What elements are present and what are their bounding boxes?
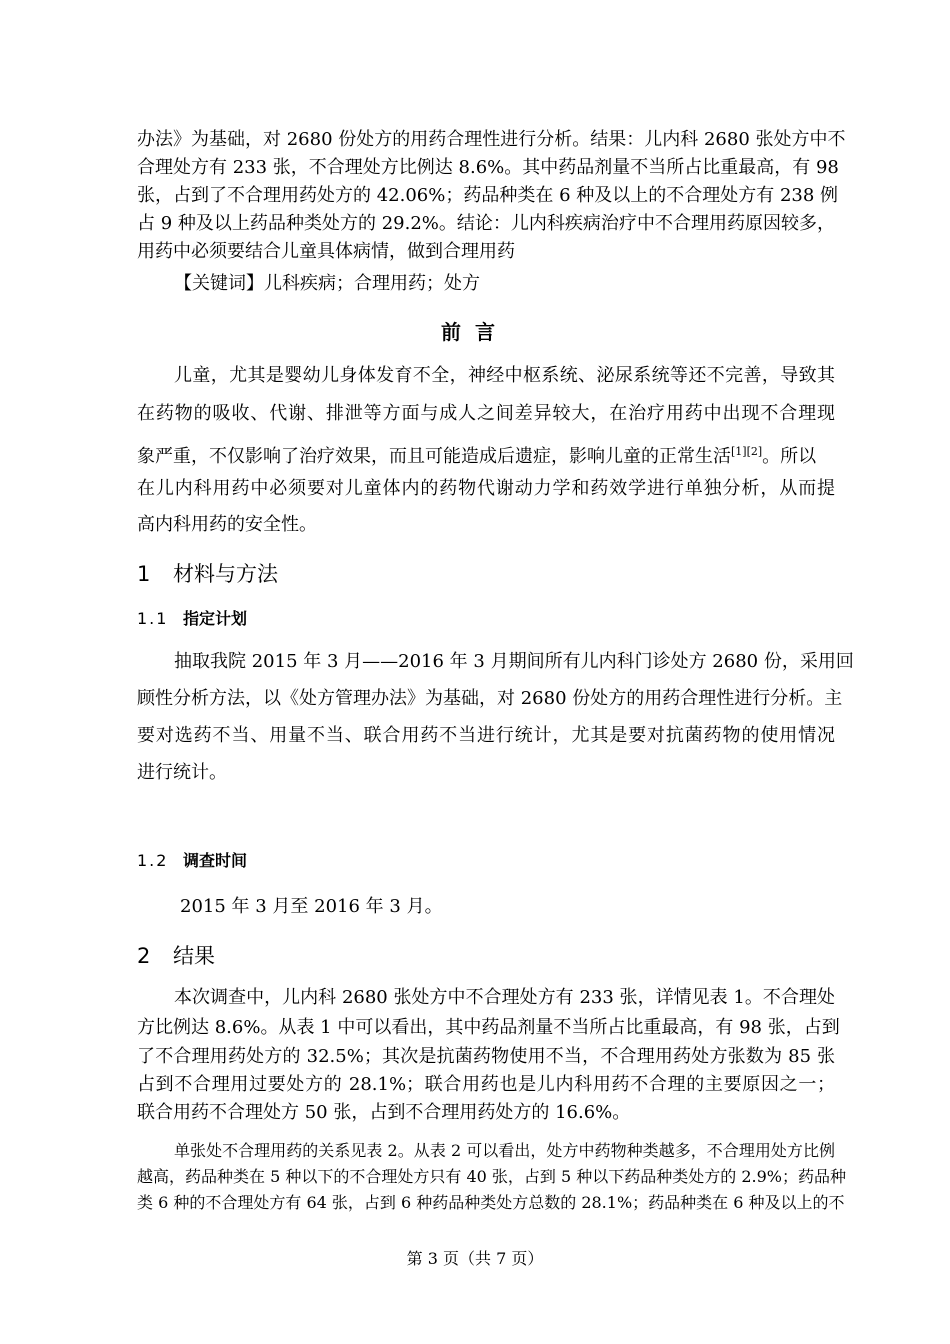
body-line: 进行统计。 xyxy=(137,762,227,783)
preface-line: 在儿内科用药中必须要对儿童体内的药物代谢动力学和药效学进行单独分析，从而提 xyxy=(137,478,835,499)
section-heading xyxy=(137,940,215,970)
subsection-heading xyxy=(137,606,247,629)
subsection-number: 1.2 xyxy=(137,851,169,870)
preface-line: 儿童，尤其是婴幼儿身体发育不全，神经中枢系统、泌尿系统等还不完善，导致其 xyxy=(174,365,835,386)
body-line: 本次调查中，儿内科 2680 张处方中不合理处方有 233 张，详情见表 1。不合理处 xyxy=(174,987,835,1008)
small-line: 类 6 种的不合理处方有 64 张，占到 6 种药品种类处方总数的 28.1%；药品种类在 6 种及以上的不 xyxy=(137,1193,845,1212)
section-number: 2 xyxy=(137,944,151,968)
abstract-line: 张，占到了不合理用药处方的 42.06%；药品种类在 6 种及以上的不合理处方有 238 例 xyxy=(137,185,839,206)
section-number: 1 xyxy=(137,562,151,586)
preface-text: 象严重，不仅影响了治疗效果，而且可能造成后遗症，影响儿童的正常生活 xyxy=(137,446,731,467)
body-line: 方比例达 8.6%。从表 1 中可以看出，其中药品剂量不当所占比重最高，有 98 张，占到 xyxy=(137,1017,840,1038)
body-line: 2015 年 3 月至 2016 年 3 月。 xyxy=(180,896,443,917)
preface-title: 前言 xyxy=(441,320,509,344)
subsection-number: 1.1 xyxy=(137,609,169,628)
section-title: 结果 xyxy=(173,944,215,968)
keywords-label: 【关键词】 xyxy=(174,273,264,294)
subsection-title: 调查时间 xyxy=(183,851,248,870)
abstract-line: 办法》为基础，对 2680 份处方的用药合理性进行分析。结果：儿内科 2680 张处方中不 xyxy=(137,129,846,150)
small-line: 越高，药品种类在 5 种以下的不合理处方只有 40 张，占到 5 种以下药品种类处方的 2.9%；药品种 xyxy=(137,1167,846,1186)
preface-line xyxy=(137,440,816,469)
abstract-line: 合理处方有 233 张，不合理处方比例达 8.6%。其中药品剂量不当所占比重最高，有 98 xyxy=(137,157,839,178)
body-line: 联合用药不合理处方 50 张，占到不合理用药处方的 16.6%。 xyxy=(137,1102,631,1123)
small-line: 单张处不合理用药的关系见表 2。从表 2 可以看出，处方中药物种类越多，不合理用处方比例 xyxy=(174,1141,835,1160)
subsection-title: 指定计划 xyxy=(183,609,248,628)
subsection-heading xyxy=(137,848,247,871)
section-heading xyxy=(137,558,278,588)
body-line: 了不合理用药处方的 32.5%；其次是抗菌药物使用不当，不合理用药处方张数为 85 张 xyxy=(137,1046,835,1067)
body-line: 占到不合理用过要处方的 28.1%；联合用药也是儿内科用药不合理的主要原因之一； xyxy=(137,1074,835,1095)
abstract-line: 用药中必须要结合儿童具体病情，做到合理用药 xyxy=(137,241,515,262)
body-line: 抽取我院 2015 年 3 月——2016 年 3 月期间所有儿内科门诊处方 2680 份，采用回 xyxy=(174,651,854,672)
preface-text: 。所以 xyxy=(762,446,817,467)
keywords xyxy=(174,272,480,296)
section-title: 材料与方法 xyxy=(173,562,278,586)
abstract-line: 占 9 种及以上药品种类处方的 29.2%。结论：儿内科疾病治疗中不合理用药原因较多， xyxy=(137,213,835,234)
body-line: 要对选药不当、用量不当、联合用药不当进行统计，尤其是要对抗菌药物的使用情况 xyxy=(137,725,835,746)
citation: [1][2] xyxy=(731,445,763,458)
preface-line: 在药物的吸收、代谢、排泄等方面与成人之间差异较大，在治疗用药中出现不合理现 xyxy=(137,403,835,424)
preface-line: 高内科用药的安全性。 xyxy=(137,514,317,535)
body-line: 顾性分析方法，以《处方管理办法》为基础，对 2680 份处方的用药合理性进行分析。主 xyxy=(137,688,843,709)
keywords-text: 儿科疾病；合理用药；处方 xyxy=(264,273,480,294)
page-footer: 第 3 页（共 7 页） xyxy=(406,1249,544,1268)
